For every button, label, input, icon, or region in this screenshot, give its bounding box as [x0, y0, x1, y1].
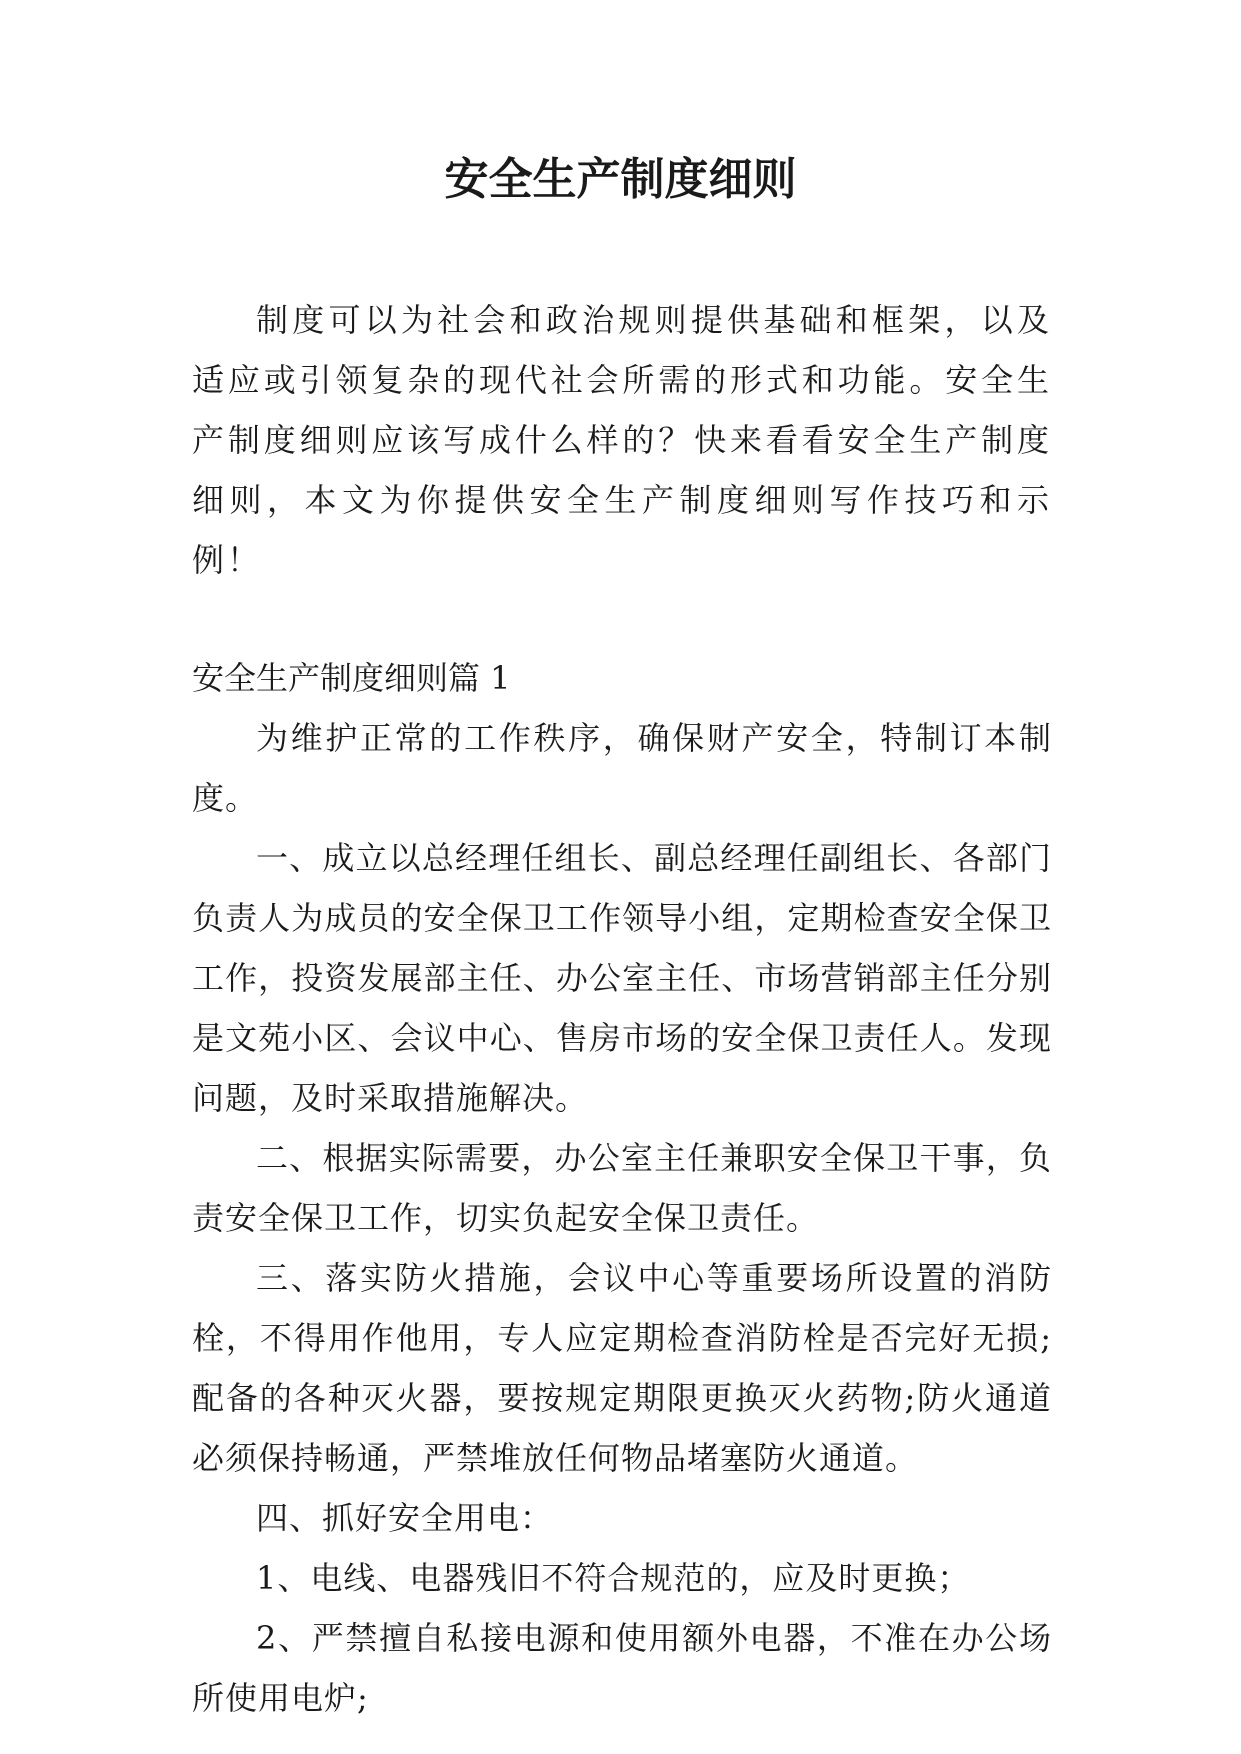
body-paragraph: 2、严禁擅自私接电源和使用额外电器，不准在办公场所使用电炉; — [192, 1619, 1052, 1717]
body-paragraph: 四、抓好安全用电： — [256, 1499, 554, 1537]
section-heading: 安全生产制度细则篇 1 — [192, 659, 511, 697]
document-title: 安全生产制度细则 — [444, 154, 797, 205]
intro-paragraph: 制度可以为社会和政治规则提供基础和框架，以及适应或引领复杂的现代社会所需的形式和功能。安全生产制度细则应该写成什么样的？快来看看安全生产制度细则，本文为你提供安全生产制度细则写作技巧和示例！ — [192, 301, 1052, 579]
body-paragraph: 二、根据实际需要，办公室主任兼职安全保卫干事，负责安全保卫工作，切实负起安全保卫责任。 — [192, 1139, 1052, 1237]
body-paragraph: 1、电线、电器残旧不符合规范的，应及时更换； — [256, 1559, 971, 1597]
document-body — [192, 290, 1052, 1728]
body-paragraph: 为维护正常的工作秩序，确保财产安全，特制订本制度。 — [192, 719, 1052, 817]
body-paragraph: 一、成立以总经理任组长、副总经理任副组长、各部门负责人为成员的安全保卫工作领导小组，定期检查安全保卫工作，投资发展部主任、办公室主任、市场营销部主任分别是文苑小区、会议中心、售房市场的安全保卫责任人。发现问题，及时采取措施解决。 — [192, 839, 1052, 1117]
body-paragraph: 三、落实防火措施，会议中心等重要场所设置的消防栓，不得用作他用，专人应定期检查消防栓是否完好无损;配备的各种灭火器，要按规定期限更换灭火药物;防火通道必须保持畅通，严禁堆放任何物品堵塞防火通道。 — [192, 1259, 1052, 1477]
